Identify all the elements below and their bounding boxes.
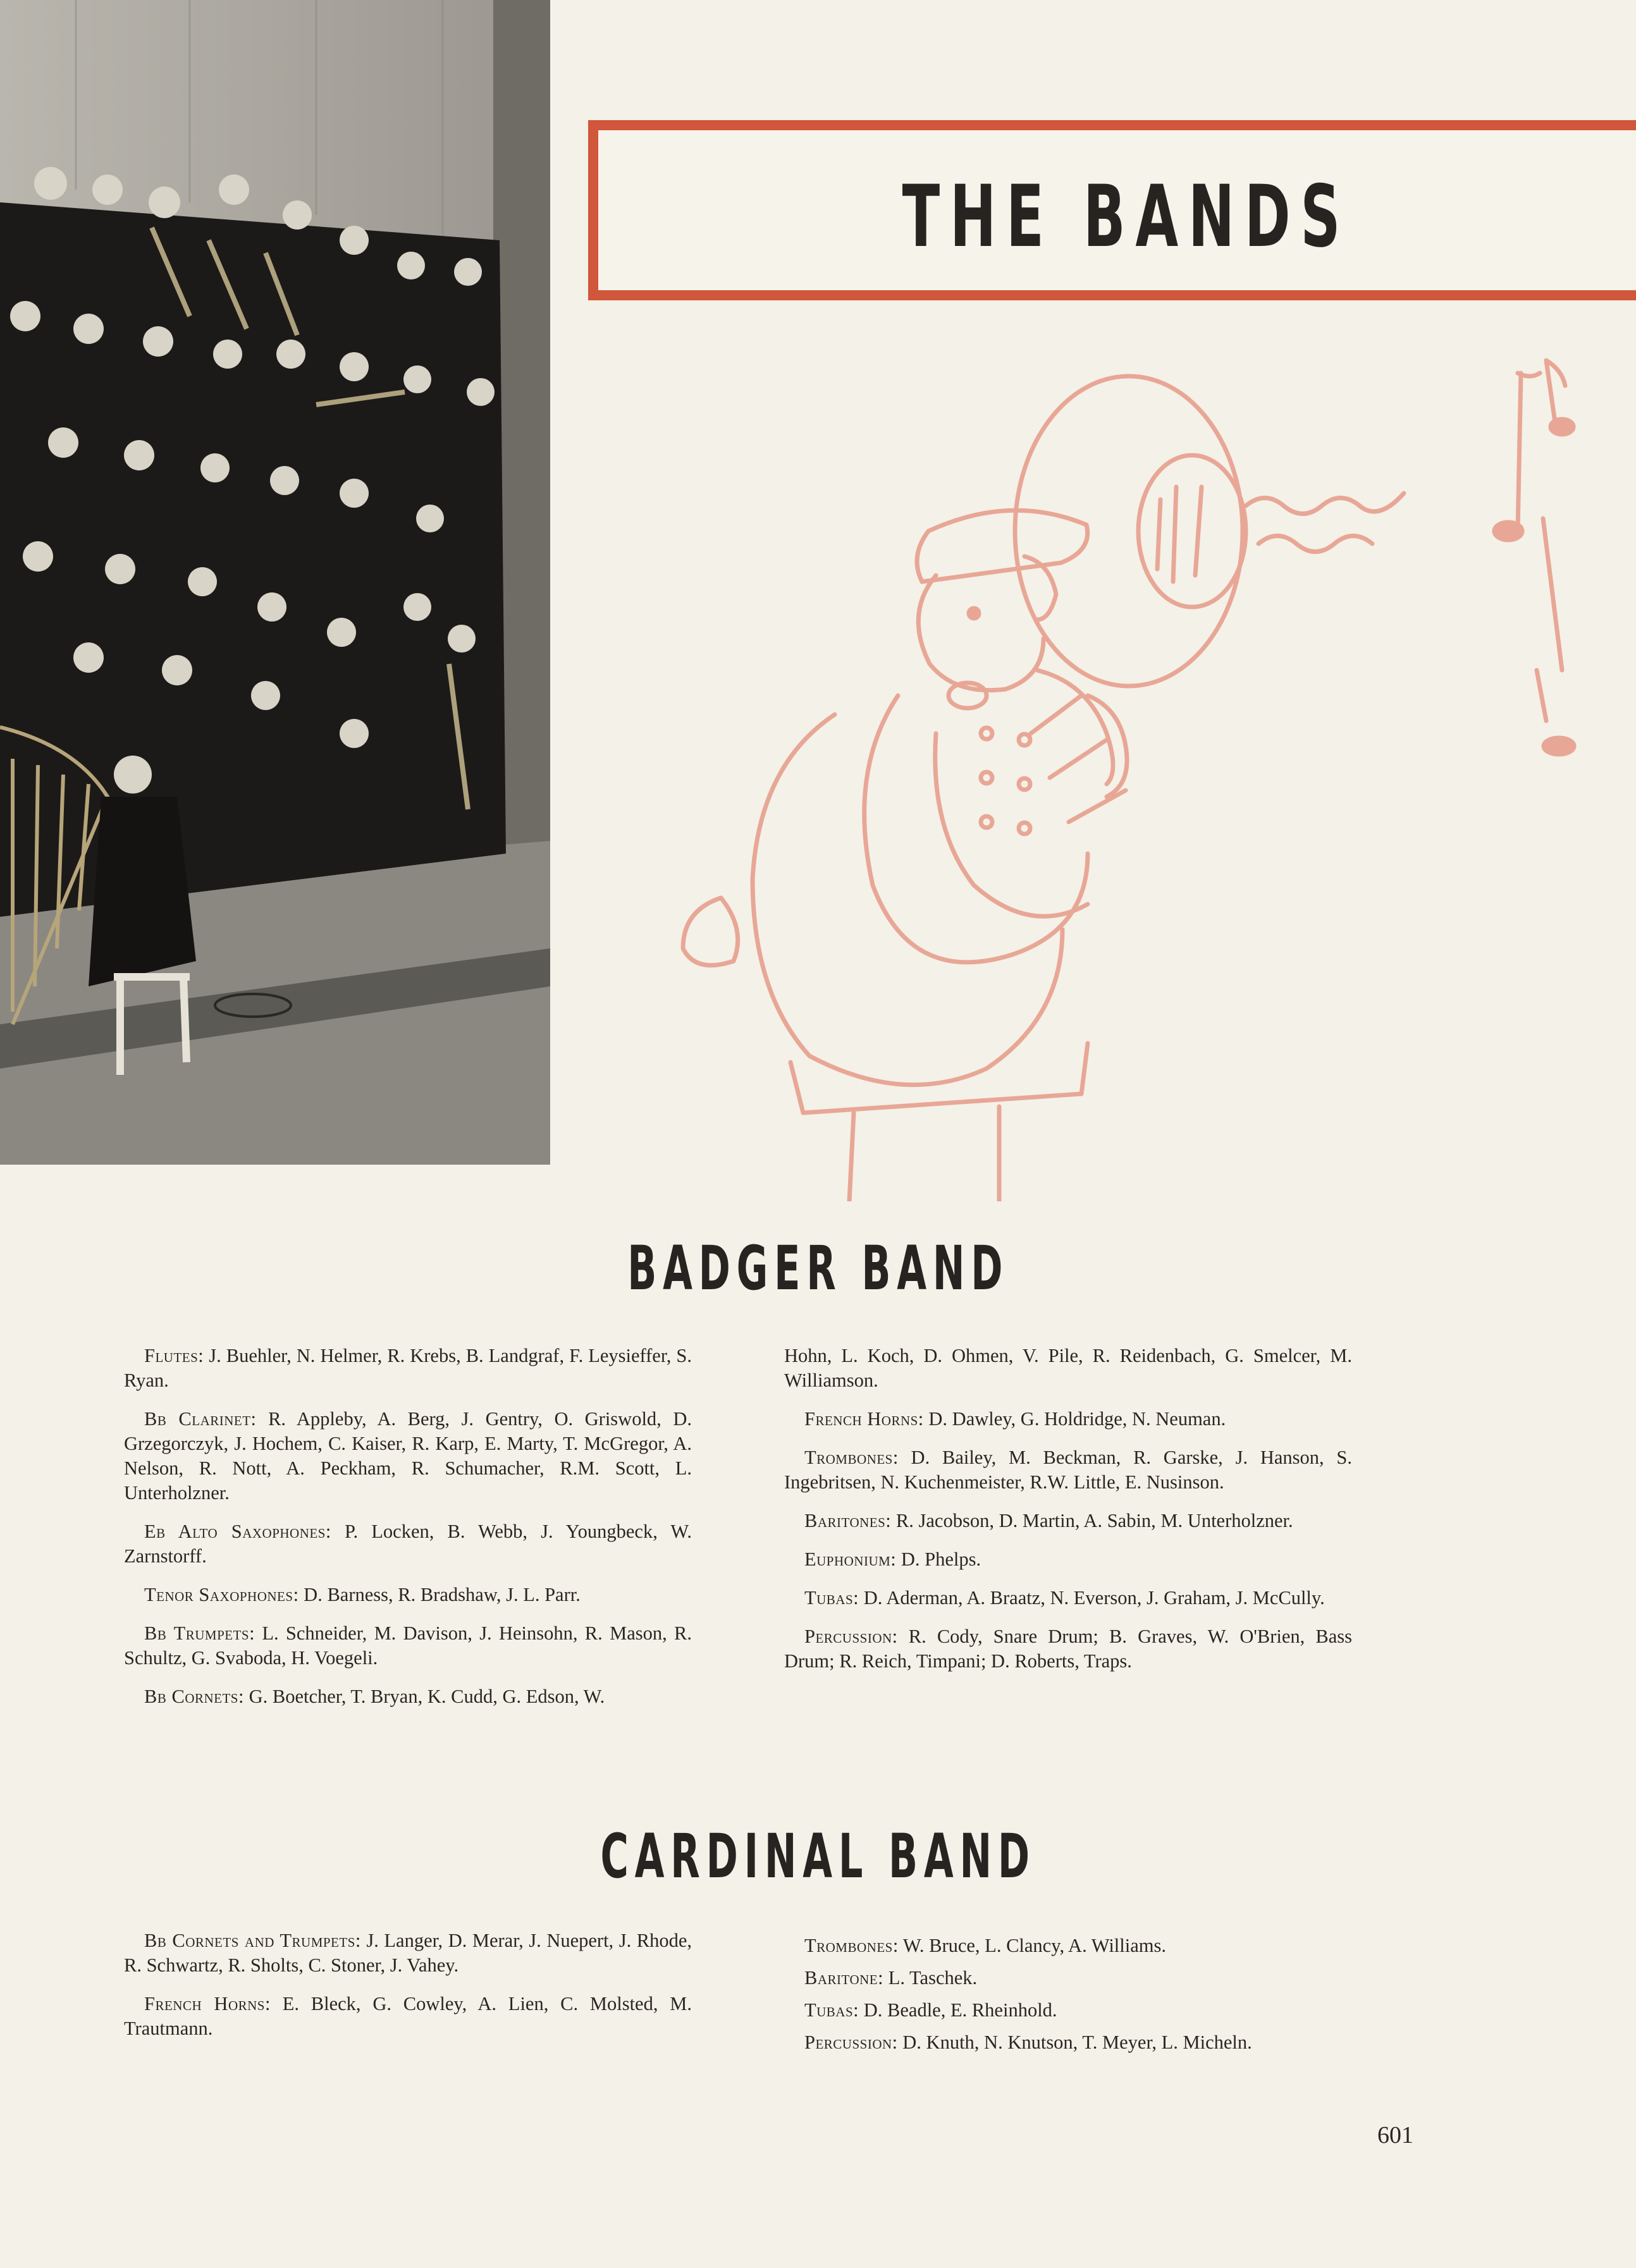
page-title: THE BANDS — [902, 167, 1351, 266]
roster-entry — [784, 1624, 1352, 1674]
section-names: D. Beadle, E. Rheinhold. — [859, 1999, 1057, 2021]
roster-entry — [784, 1509, 1352, 1533]
section-label: French Horns: — [804, 1408, 924, 1430]
music-note-icon — [1494, 373, 1540, 540]
section-names: L. Taschek. — [883, 1967, 978, 1989]
section-names: R. Jacobson, D. Martin, A. Sabin, M. Unterholzner. — [891, 1510, 1293, 1531]
roster-entry — [124, 1992, 692, 2041]
section-names: J. Langer, D. Merar, J. Nuepert, J. Rhode, R. Schwartz, R. Sholts, C. Stoner, J. Vahey. — [124, 1930, 692, 1976]
roster-entry — [124, 1583, 692, 1607]
roster-entry — [124, 1621, 692, 1670]
cardinal-band-left-column — [124, 1928, 692, 2055]
section-names: J. Buehler, N. Helmer, R. Krebs, B. Landgraf, F. Leysieffer, S. Ryan. — [124, 1345, 692, 1391]
section-names: P. Locken, B. Webb, J. Youngbeck, W. Zarnstorff. — [124, 1521, 692, 1567]
band-photo — [0, 0, 550, 1165]
roster-entry — [784, 1966, 1352, 1990]
section-names: G. Boetcher, T. Bryan, K. Cudd, G. Edson, W. — [243, 1686, 605, 1707]
tuba-player-cartoon — [569, 341, 1619, 1201]
cardinal-band-title: CARDINAL BAND — [600, 1821, 1036, 1892]
badger-band-heading — [0, 1233, 1636, 1304]
section-names: D. Barness, R. Bradshaw, J. L. Parr. — [298, 1584, 581, 1605]
section-names: R. Cody, Snare Drum; B. Graves, W. O'Brien, Bass Drum; R. Reich, Timpani; D. Roberts, Traps. — [784, 1626, 1352, 1672]
roster-entry — [784, 2030, 1352, 2055]
section-label: Percussion: — [804, 1626, 898, 1647]
roster-entry — [784, 1547, 1352, 1572]
roster-entry — [124, 1344, 692, 1393]
section-names: D. Bailey, M. Beckman, R. Garske, J. Hanson, S. Ingebritsen, N. Kuchenmeister, R.W. Little, E. Nusinson. — [784, 1447, 1352, 1493]
section-label: Baritone: — [804, 1967, 884, 1989]
roster-entry — [124, 1928, 692, 1978]
section-label: Baritones: — [804, 1510, 892, 1531]
section-names: R. Appleby, A. Berg, J. Gentry, O. Griswold, D. Grzegorczyk, J. Hochem, C. Kaiser, R. Karp, E. Marty, T. McGregor, A. Nelson, R. Nott, A. Peckham, R. Schumacher, R.M. Scott, L. Unterholzner. — [124, 1408, 692, 1504]
section-names: E. Bleck, G. Cowley, A. Lien, C. Molsted, M. Trautmann. — [124, 1993, 692, 2039]
section-label: Tubas: — [804, 1587, 859, 1609]
roster-entry — [784, 1998, 1352, 2023]
roster-entry — [784, 1407, 1352, 1431]
section-names: W. Bruce, L. Clancy, A. Williams. — [898, 1935, 1166, 1956]
section-names: D. Dawley, G. Holdridge, N. Neuman. — [923, 1408, 1226, 1430]
section-label: Trombones: — [804, 1935, 899, 1956]
page-number: 601 — [1377, 2122, 1413, 2148]
section-names: D. Phelps. — [896, 1548, 981, 1570]
roster-continuation: Hohn, L. Koch, D. Ohmen, V. Pile, R. Reidenbach, G. Smelcer, M. Williamson. — [784, 1345, 1352, 1391]
section-label: Eb Alto Saxophones: — [144, 1521, 331, 1542]
section-names: L. Schneider, M. Davison, J. Heinsohn, R. Mason, R. Schultz, G. Svaboda, H. Voegeli. — [124, 1622, 692, 1669]
cardinal-band-heading — [0, 1821, 1636, 1892]
section-label: Tubas: — [804, 1999, 859, 2021]
band-photo-image — [0, 0, 550, 1165]
section-names: D. Aderman, A. Braatz, N. Everson, J. Graham, J. McCully. — [859, 1587, 1325, 1609]
title-frame — [588, 120, 1636, 300]
section-names: D. Knuth, N. Knutson, T. Meyer, L. Micheln. — [897, 2032, 1252, 2053]
section-label: Euphonium: — [804, 1548, 897, 1570]
section-label: Tenor Saxophones: — [144, 1584, 299, 1605]
section-label: French Horns: — [144, 1993, 271, 2014]
section-label: Bb Cornets: — [144, 1686, 244, 1707]
roster-entry — [124, 1519, 692, 1569]
roster-entry — [784, 1586, 1352, 1610]
roster-entry — [124, 1684, 692, 1709]
badger-band-title: BADGER BAND — [627, 1233, 1009, 1304]
roster-entry — [784, 1445, 1352, 1495]
roster-entry — [124, 1407, 692, 1505]
roster-entry — [784, 1934, 1352, 1958]
section-label: Trombones: — [804, 1447, 899, 1468]
section-label: Flutes: — [144, 1345, 204, 1366]
badger-band-right-column — [784, 1344, 1352, 1688]
section-label: Bb Cornets and Trumpets: — [144, 1930, 361, 1951]
section-label: Bb Trumpets: — [144, 1622, 255, 1644]
section-label: Bb Clarinet: — [144, 1408, 257, 1430]
cardinal-band-right-column — [784, 1934, 1352, 2063]
section-label: Percussion: — [804, 2032, 898, 2053]
badger-band-left-column — [124, 1344, 692, 1723]
